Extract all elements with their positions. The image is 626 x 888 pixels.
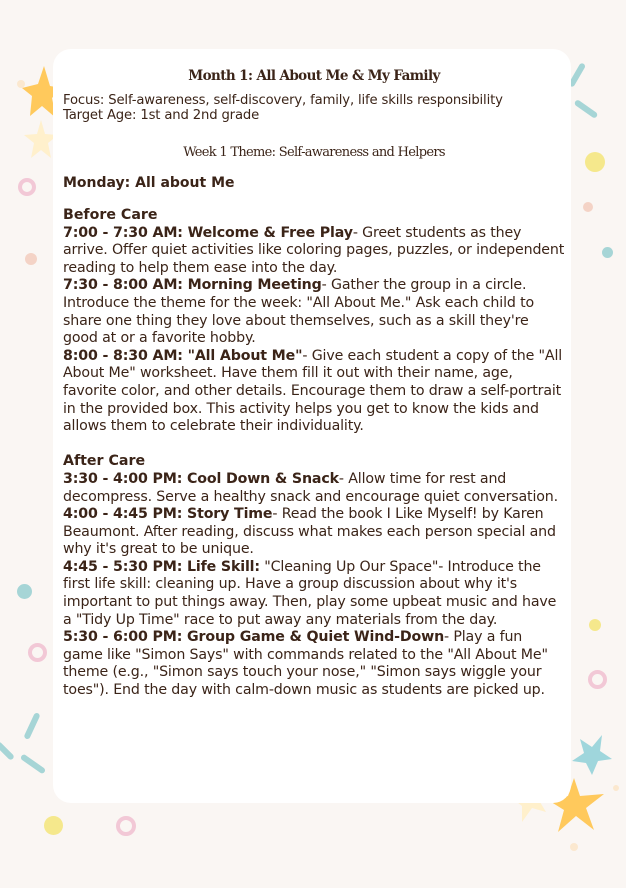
entry-description: "Cleaning Up Our Space"- Introduce the first life skill: cleaning up. Have a group discussion about why it's important to put things away. Then, play some upbeat music and have a "Tidy Up Time" race to put away any materials from the day. — [63, 558, 557, 628]
entry-time: 8:00 - 8:30 AM: "All About Me" — [63, 347, 303, 364]
day-heading: Monday: All about Me — [63, 175, 235, 191]
lesson-plan-card — [53, 49, 571, 803]
star-icon — [570, 735, 612, 777]
schedule-entry — [63, 348, 565, 436]
decor-teal-dash — [574, 99, 599, 119]
entry-time: 4:00 - 4:45 PM: Story Time — [63, 506, 273, 523]
decor-teal-dot — [17, 584, 32, 599]
decor-pink-ring — [18, 178, 36, 196]
decor-pink-ring — [28, 643, 47, 662]
target-age-line: Target Age: 1st and 2nd grade — [63, 108, 260, 123]
section-label: Before Care — [63, 207, 158, 223]
decor-yellow-dot — [589, 619, 601, 631]
decor-yellow-dot — [44, 816, 63, 835]
decor-pink-ring — [116, 816, 136, 836]
schedule-entry — [63, 471, 565, 506]
decor-peach-dot — [583, 202, 593, 212]
schedule-entry — [63, 225, 565, 278]
schedule-entry — [63, 629, 565, 699]
decor-peach-dot — [25, 253, 37, 265]
entry-description: - Play a fun game like "Simon Says" with commands related to the "All About Me" theme (e.g., "Simon says touch your nose," "Simon says wiggle your toes"). End the day with calm-down music as students are picked up. — [63, 629, 548, 699]
section-label: After Care — [63, 453, 146, 470]
entry-description: - Allow time for rest and decompress. Serve a healthy snack and encourage quiet conversation. — [63, 470, 558, 505]
focus-line: Focus: Self-awareness, self-discovery, family, life skills responsibility — [63, 93, 503, 108]
entry-time: 7:00 - 7:30 AM: Welcome & Free Play — [63, 224, 353, 241]
section-before-care — [63, 207, 565, 436]
entry-time: 3:30 - 4:00 PM: Cool Down & Snack — [63, 470, 339, 487]
section-after-care — [63, 453, 565, 699]
entry-description: - Gather the group in a circle. Introduce the theme for the week: "All About Me." Ask each child to share one thing they love about themselves, such as a skill they're good at or a favorite hobby. — [63, 277, 535, 347]
entry-description: - Read the book I Like Myself! by Karen Beaumont. After reading, discuss what makes each person special and why it's great to be unique. — [63, 506, 556, 558]
decor-teal-dash — [0, 741, 15, 761]
decor-peach-dot — [570, 843, 578, 851]
schedule-entry — [63, 277, 565, 347]
schedule-entry — [63, 506, 565, 559]
decor-pink-ring — [588, 670, 607, 689]
schedule-entry — [63, 559, 565, 629]
document-title: Month 1: All About Me & My Family — [188, 68, 440, 84]
entry-time: 5:30 - 6:00 PM: Group Game & Quiet Wind-Down — [63, 629, 445, 646]
decor-teal-dot — [602, 247, 613, 258]
decor-teal-dash — [20, 754, 46, 775]
entry-description: - Give each student a copy of the "All About Me" worksheet. Have them fill it out with their name, age, favorite color, and other details. Encourage them to draw a self-portrait in the provided box. This activity helps you get to know the kids and allows them to celebrate their individuality. — [63, 347, 563, 435]
section-spacer — [63, 436, 565, 454]
entry-time: 4:45 - 5:30 PM: Life Skill: — [63, 558, 260, 575]
decor-yellow-dot — [585, 152, 605, 172]
entry-description: - Greet students as they arrive. Offer quiet activities like coloring pages, puzzles, or independent reading to help them ease into the day. — [63, 224, 565, 276]
decor-peach-dot — [613, 785, 619, 791]
entry-time: 7:30 - 8:00 AM: Morning Meeting — [63, 277, 322, 294]
decor-teal-dash — [23, 712, 40, 740]
week-theme-heading: Week 1 Theme: Self-awareness and Helpers — [183, 145, 445, 160]
